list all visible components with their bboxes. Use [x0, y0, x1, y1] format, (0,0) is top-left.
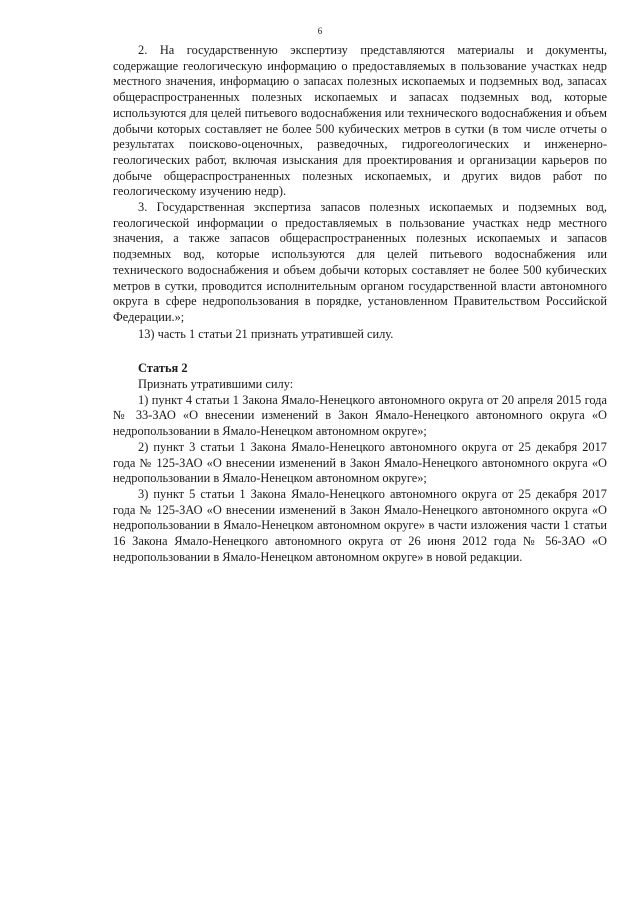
- article-2-intro: Признать утратившими силу:: [138, 377, 294, 392]
- page-number: 6: [317, 26, 323, 36]
- paragraph-item-2: 2. На государственную экспертизу представляются материалы и документы, содержащие геологическую информацию о предоставляемых в пользование участках недр местного значения, информацию о запасах полезных ископаемых и подземных вод, запасах общераспространенных полезных ископаемых и запасах подземных вод, которые используются для целей питьевого водоснабжения или технического водоснабжения и объем добычи которых составляет не более 500 кубических метров в сутки (в том числе отчеты о результатах поисково-оценочных, разведочных, гидрогеологических и инженерно-геологических работ, включая изыскания для проектирования и организации карьеров по добыче общераспространенных полезных ископаемых, и других видов работ по геологическому изучению недр).: [113, 43, 607, 199]
- paragraph-item-13: 13) часть 1 статьи 21 признать утратившей силу.: [138, 326, 394, 341]
- article-2-item-1: 1) пункт 4 статьи 1 Закона Ямало-Ненецкого автономного округа от 20 апреля 2015 года № 33-ЗАО «О внесении изменений в Закон Ямало-Ненецкого автономного округа «О недропользовании в Ямало-Ненецком автономном округе»;: [113, 392, 607, 439]
- article-2-item-3: 3) пункт 5 статьи 1 Закона Ямало-Ненецкого автономного округа от 25 декабря 2017 года № 125-ЗАО «О внесении изменений в Закон Ямало-Ненецкого автономного округа «О недропользовании в Ямало-Ненецком автономном округе» в части изложения части 1 статьи 16 Закона Ямало-Ненецкого автономного округа от 26 июня 2012 года № 56-ЗАО «О недропользовании в Ямало-Ненецком автономном округе» в новой редакции.: [113, 486, 607, 564]
- document-body: [113, 43, 607, 566]
- article-2-item-2: 2) пункт 3 статьи 1 Закона Ямало-Ненецкого автономного округа от 25 декабря 2017 года № 125-ЗАО «О внесении изменений в Закон Ямало-Ненецкого автономного округа «О недропользовании в Ямало-Ненецком автономном округе»;: [113, 439, 607, 486]
- paragraph-item-3: 3. Государственная экспертиза запасов полезных ископаемых и подземных вод, геологической информации о предоставляемых в пользование участках недр местного значения, а также запасов общераспространенных полезных ископаемых и запасов подземных вод, которые используются для целей питьевого водоснабжения или технического водоснабжения и объем добычи которых составляет не более 500 кубических метров в сутки, проводится исполнительным органом государственной власти автономного округа в сфере недропользования в порядке, установленном Правительством Российской Федерации.»;: [113, 200, 607, 324]
- article-2-heading: Статья 2: [138, 361, 188, 376]
